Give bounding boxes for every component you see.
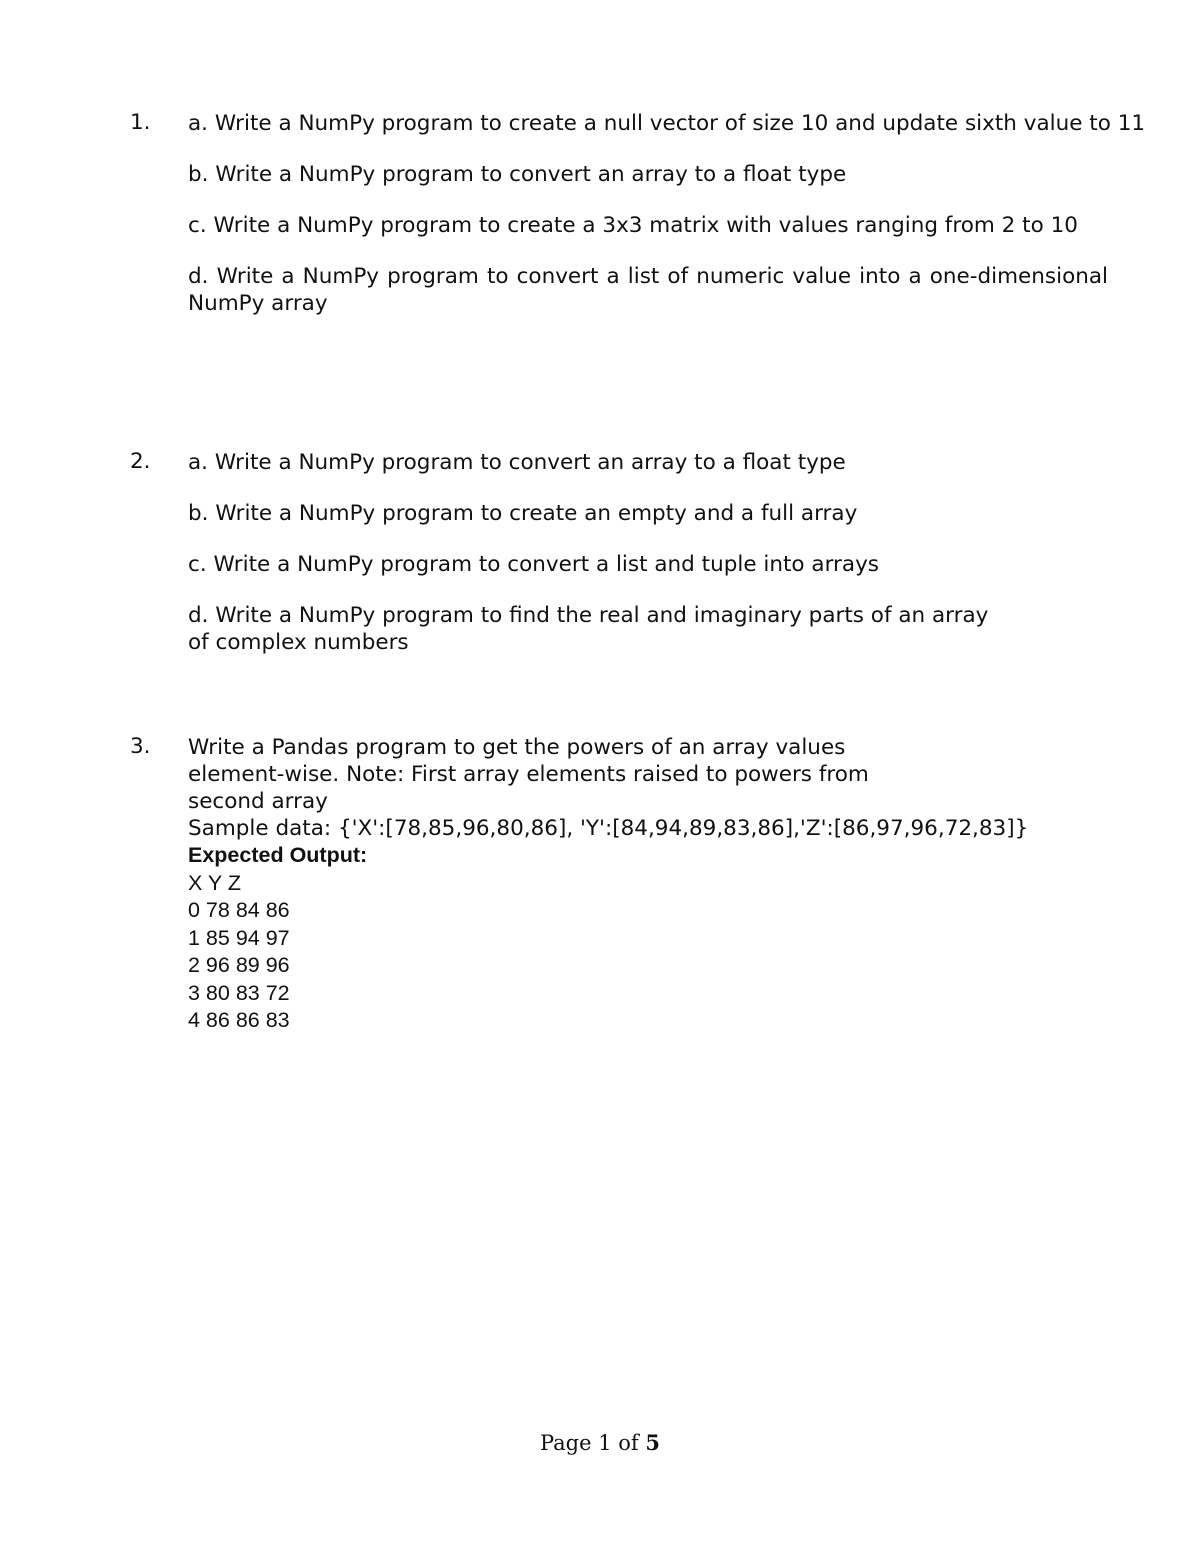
output-row: 2 96 89 96 [188, 953, 290, 977]
question-body [188, 449, 1175, 656]
page-footer [0, 1430, 1200, 1455]
question-1 [130, 110, 1175, 317]
question-part-a: a. Write a NumPy program to create a null vector of size 10 and update sixth value to 11 [188, 111, 1146, 136]
current-page-number: 1 [598, 1431, 612, 1455]
footer-prefix: Page [539, 1431, 599, 1455]
expected-output-label: Expected Output: [188, 843, 368, 867]
question-body [188, 734, 1175, 1035]
question-number: 2. [130, 449, 151, 474]
question-3 [130, 734, 1175, 1035]
question-part-d-line-2: of complex numbers [188, 630, 409, 655]
output-row: 3 80 83 72 [188, 980, 290, 1005]
output-row: 4 86 86 83 [188, 1008, 290, 1032]
question-text-line-3: second array [188, 789, 328, 814]
question-part-b: b. Write a NumPy program to convert an array to a float type [188, 162, 847, 187]
question-number: 1. [130, 110, 151, 135]
total-page-count: 5 [645, 1430, 661, 1455]
question-part-c: c. Write a NumPy program to create a 3x3 matrix with values ranging from 2 to 10 [188, 213, 1078, 238]
question-text-line-2: element-wise. Note: First array elements raised to powers from [188, 762, 869, 787]
question-part-d-line-1: d. Write a NumPy program to find the real and imaginary parts of an array [188, 603, 989, 628]
question-text-line-1: Write a Pandas program to get the powers of an array values [188, 735, 846, 760]
question-part-d [188, 602, 1175, 656]
sample-data: Sample data: {'X':[78,85,96,80,86], 'Y':[84,94,89,83,86],'Z':[86,97,96,72,83]} [188, 816, 1029, 841]
question-part-c: c. Write a NumPy program to convert a list and tuple into arrays [188, 552, 879, 577]
output-row: 0 78 84 86 [188, 898, 290, 922]
question-2 [130, 449, 1175, 656]
output-header: X Y Z [188, 870, 241, 895]
question-number: 3. [130, 734, 151, 759]
question-body [188, 110, 1175, 317]
question-part-a: a. Write a NumPy program to convert an array to a float type [188, 450, 846, 475]
output-row: 1 85 94 97 [188, 925, 290, 950]
question-part-d: d. Write a NumPy program to convert a list of numeric value into a one-dimensional NumPy array [188, 264, 1108, 316]
footer-middle: of [611, 1431, 646, 1455]
question-part-b: b. Write a NumPy program to create an empty and a full array [188, 501, 858, 526]
